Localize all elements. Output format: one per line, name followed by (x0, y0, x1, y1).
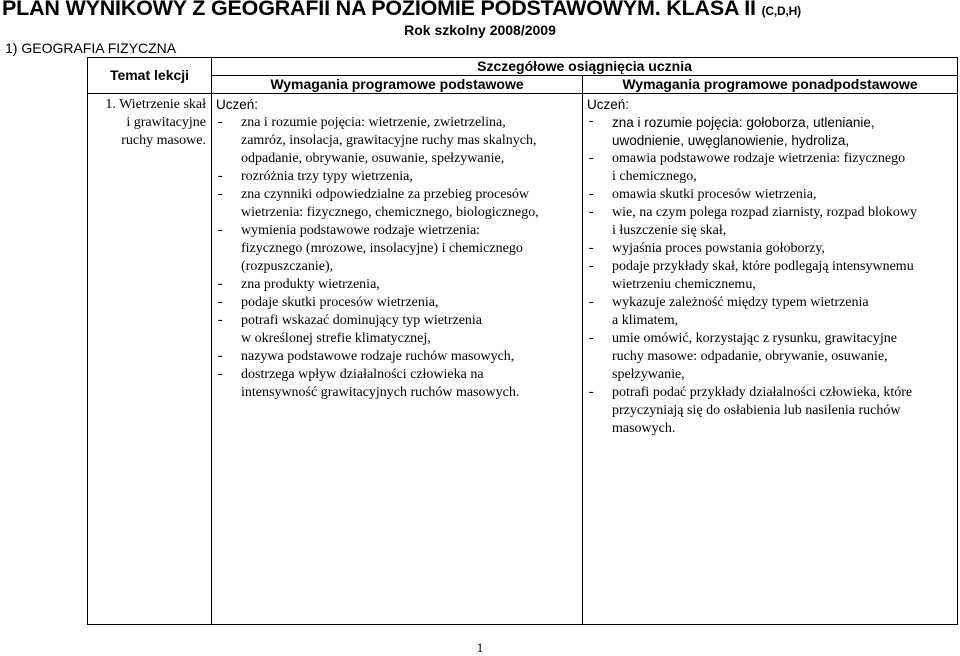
basic-item: - zna i rozumie pojęcia: wietrzenie, zwietrzelina, (216, 115, 506, 131)
advanced-item: - podaje przykłady skał, które podlegają intensywnemu (587, 259, 914, 275)
bullet-dash: - (216, 295, 225, 311)
basic-requirements-header: Wymagania programowe podstawowe (212, 76, 583, 94)
bullet-dash: - (216, 115, 225, 131)
bullet-dash: - (216, 349, 225, 365)
section-heading: 1) GEOGRAFIA FIZYCZNA (5, 40, 177, 56)
school-year: Rok szkolny 2008/2009 (404, 22, 556, 38)
basic-item: - wymienia podstawowe rodzaje wietrzenia: (216, 223, 481, 239)
document-title-text: PLAN WYNIKOWY Z GEOGRAFII NA POZIOMIE PODSTAWOWYM. KLASA II (2, 0, 756, 20)
basic-item: - zna produkty wietrzenia, (216, 277, 380, 293)
basic-item-cont: intensywność grawitacyjnych ruchów masowych. (241, 385, 520, 400)
advanced-item: - wykazuje zależność między typem wietrzenia (587, 295, 869, 311)
advanced-item-cont: wietrzeniu chemicznemu, (612, 277, 756, 292)
document-title (2, 0, 801, 21)
basic-item-cont: (rozpuszczanie), (241, 259, 334, 274)
bullet-dash: - (587, 241, 596, 257)
topic-line: ruchy masowe. (121, 133, 206, 148)
advanced-item-cont: i chemicznego, (612, 169, 697, 184)
bullet-dash: - (587, 259, 596, 275)
achievements-header: Szczegółowe osiągnięcia ucznia (212, 58, 958, 76)
advanced-requirements-cell (583, 94, 958, 625)
bullet-dash: - (216, 313, 225, 329)
basic-item: - nazywa podstawowe rodzaje ruchów masowych, (216, 349, 515, 365)
advanced-item-cont: i łuszczenie się skał, (612, 223, 727, 238)
bullet-dash: - (216, 169, 225, 185)
advanced-item-cont: przyczyniają się do osłabienia lub nasilenia ruchów (612, 403, 901, 418)
document-title-suffix: (C,D,H) (761, 4, 801, 18)
topic-line: i grawitacyjne (126, 115, 206, 130)
page-number: 1 (476, 640, 484, 655)
advanced-item: - omawia skutki procesów wietrzenia, (587, 187, 817, 203)
basic-item-cont: wietrzenia: fizycznego, chemicznego, biologicznego, (241, 205, 539, 220)
basic-item: - rozróżnia trzy typy wietrzenia, (216, 169, 413, 185)
basic-item: - potrafi wskazać dominujący typ wietrzenia (216, 313, 483, 329)
topic-cell (88, 94, 212, 625)
bullet-dash: - (587, 331, 596, 347)
advanced-item: - omawia podstawowe rodzaje wietrzenia: fizycznego (587, 151, 906, 167)
advanced-item: - potrafi podać przykłady działalności człowieka, które (587, 385, 913, 401)
requirements-table (87, 57, 958, 625)
advanced-item: - zna i rozumie pojęcia: gołoborza, utlenianie, (587, 115, 875, 130)
bullet-dash: - (216, 367, 225, 383)
basic-item-cont: zamróz, insolacja, grawitacyjne ruchy mas skalnych, (241, 133, 537, 148)
basic-intro: Uczeń: (216, 97, 259, 112)
bullet-dash: - (216, 223, 225, 239)
basic-item-cont: odpadanie, obrywanie, osuwanie, spełzywanie, (241, 151, 505, 166)
basic-item: - podaje skutki procesów wietrzenia, (216, 295, 439, 311)
advanced-item-cont: masowych. (612, 421, 676, 436)
bullet-dash: - (216, 277, 225, 293)
topic-line: 1. Wietrzenie skał (105, 97, 206, 112)
advanced-item-cont: ruchy masowe: odpadanie, obrywanie, osuwanie, (612, 349, 888, 364)
basic-item: - zna czynniki odpowiedzialne za przebieg procesów (216, 187, 530, 203)
basic-item-cont: w określonej strefie klimatycznej, (241, 331, 431, 346)
advanced-requirements-header: Wymagania programowe ponadpodstawowe (583, 76, 958, 94)
basic-item: - dostrzega wpływ działalności człowieka na (216, 367, 484, 383)
advanced-item-cont: uwodnienie, uwęglanowienie, hydroliza, (612, 133, 850, 148)
advanced-item-cont: a klimatem, (612, 313, 679, 328)
advanced-intro: Uczeń: (587, 97, 630, 112)
bullet-dash: - (587, 151, 596, 167)
bullet-dash: - (587, 295, 596, 311)
basic-item-cont: fizycznego (mrozowe, insolacyjne) i chemicznego (241, 241, 523, 256)
bullet-dash: - (587, 115, 596, 130)
bullet-dash: - (587, 187, 596, 203)
advanced-item: - wyjaśnia proces powstania gołoborzy, (587, 241, 825, 257)
basic-requirements-cell (212, 94, 583, 625)
bullet-dash: - (587, 205, 596, 221)
bullet-dash: - (587, 385, 596, 401)
advanced-item: - umie omówić, korzystając z rysunku, grawitacyjne (587, 331, 897, 347)
advanced-item-cont: spełzywanie, (612, 367, 685, 382)
advanced-item: - wie, na czym polega rozpad ziarnisty, rozpad blokowy (587, 205, 918, 221)
bullet-dash: - (216, 187, 225, 203)
topic-column-header: Temat lekcji (88, 58, 212, 94)
